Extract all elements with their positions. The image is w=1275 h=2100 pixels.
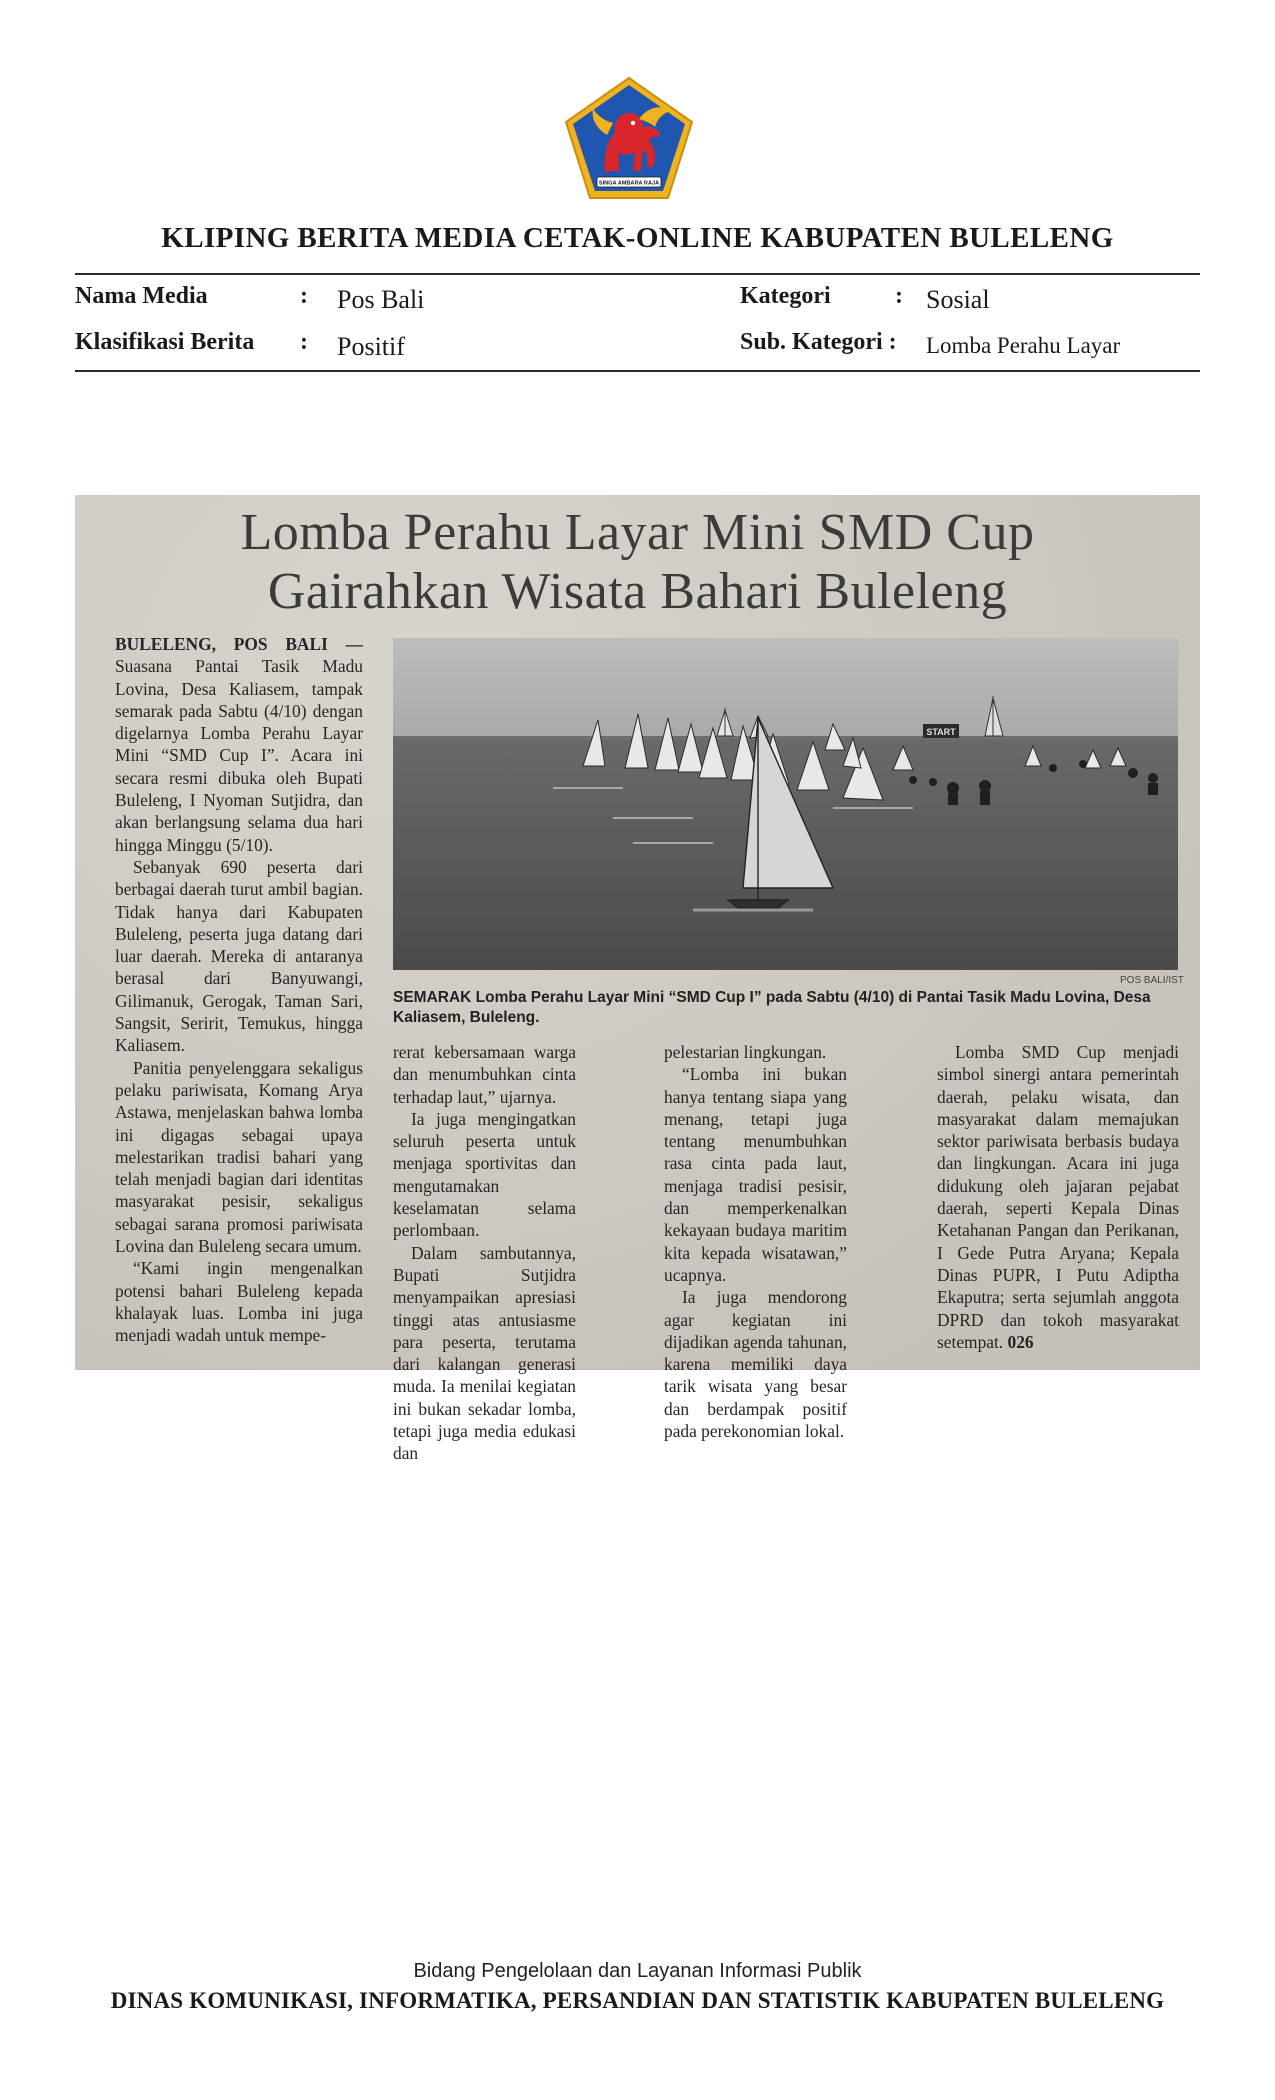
column-1-paragraph-4: “Kami ingin mengenalkan potensi bahari Buleleng kepada khalayak luas. Lomba ini juga menjadi wadah untuk mempe- <box>115 1258 363 1346</box>
column-4-paragraph-1 <box>937 1041 1179 1353</box>
divider-bottom <box>75 370 1200 372</box>
column-3-paragraph-1: pelestarian lingkungan. <box>664 1042 827 1062</box>
media-value: Pos Bali <box>337 285 425 314</box>
column-2-paragraph-3: Dalam sambutannya, Bupati Sutjidra menyampaikan apresiasi tinggi atas antusiasme para peserta, terutama dari kalangan generasi muda. Ia menilai kegiatan ini bukan sekadar lomba, tetapi juga media edukasi dan <box>393 1242 576 1464</box>
classification-colon: : <box>300 329 308 355</box>
subcategory-label: Sub. Kategori : <box>740 329 897 355</box>
column-1-paragraph-3: Panitia penyelenggara sekaligus pelaku pariwisata, Komang Arya Astawa, menjelaskan bahwa lomba ini digagas sebagai upaya melestarikan tradisi bahari yang telah menjadi bagian dari identitas masyarakat pesisir, sekaligus sebagai sarana promosi pariwisata Lovina dan Buleleng secara umum. <box>115 1057 363 1257</box>
column-3-paragraph-3: Ia juga mendorong agar kegiatan ini dijadikan agenda tahunan, karena memiliki daya tarik wisata yang besar dan berdampak positif pada perekonomian lokal. <box>664 1287 847 1442</box>
article-column-4 <box>937 1041 1179 1353</box>
category-label: Kategori <box>740 283 831 309</box>
media-label: Nama Media <box>75 283 208 309</box>
headline-line-1: Lomba Perahu Layar Mini SMD Cup <box>240 504 1035 561</box>
footer-agency: DINAS KOMUNIKASI, INFORMATIKA, PERSANDIAN DAN STATISTIK KABUPATEN BULELENG <box>110 1988 1165 2013</box>
column-1-paragraph-1: Suasana Pantai Tasik Madu Lovina, Desa Kaliasem, tampak semarak pada Sabtu (4/10) dengan digelarnya Lomba Perahu Layar Mini “SMD Cup I”. Acara ini secara resmi dibuka oleh Bupati Buleleng, I Nyoman Sutjidra, dan akan berlangsung selama dua hari hingga Minggu (5/10). <box>115 656 363 855</box>
media-colon: : <box>300 283 308 309</box>
article-column-1 <box>115 633 363 1347</box>
subcategory-value: Lomba Perahu Layar <box>926 333 1121 358</box>
article-column-2 <box>393 1041 576 1465</box>
photo-credit: POS BALI/IST <box>1120 975 1184 986</box>
document-title: KLIPING BERITA MEDIA CETAK-ONLINE KABUPATEN BULELENG <box>161 222 1114 254</box>
footer-division: Bidang Pengelolaan dan Layanan Informasi Publik <box>413 1960 862 1982</box>
column-4-text: Lomba SMD Cup menjadi simbol sinergi antara pemerintah daerah, pelaku wisata, dan masyarakat dalam memajukan sektor pariwisata berbasis budaya dan lingkungan. Acara ini juga didukung oleh jajaran pejabat daerah, seperti Kepala Dinas Ketahanan Pangan dan Perikanan, I Gede Putra Aryana; Kepala Dinas PUPR, I Putu Adiptha Ekaputra; serta sejumlah anggota DPRD dan tokoh masyarakat setempat. <box>937 1042 1179 1352</box>
classification-label: Klasifikasi Berita <box>75 329 255 355</box>
divider-top <box>75 273 1200 275</box>
category-value: Sosial <box>926 285 990 314</box>
column-3-paragraph-2: “Lomba ini bukan hanya tentang siapa yang menang, tetapi juga tentang menumbuhkan rasa cinta pada laut, menjaga tradisi pesisir, dan memperkenalkan kekayaan budaya maritim kita kepada wisatawan,” ucapnya. <box>664 1064 847 1285</box>
column-1-paragraph-2: Sebanyak 690 peserta dari berbagai daerah turut ambil bagian. Tidak hanya dari Kabupaten Buleleng, peserta juga datang dari luar daerah. Mereka di antaranya berasal dari Banyuwangi, Gilimanuk, Gerogak, Taman Sari, Sangsit, Seririt, Temukus, hingga Kaliasem. <box>115 856 363 1056</box>
headline-line-2: Gairahkan Wisata Bahari Buleleng <box>267 563 1008 620</box>
logo-motto: SINGA AMBARA RAJA <box>598 180 660 187</box>
reporter-code: 026 <box>1007 1331 1034 1352</box>
column-2-paragraph-2: Ia juga mengingatkan seluruh peserta untuk menjaga sportivitas dan mengutamakan keselamatan selama perlombaan. <box>393 1108 576 1241</box>
photo-caption: SEMARAK Lomba Perahu Layar Mini “SMD Cup I” pada Sabtu (4/10) di Pantai Tasik Madu Lovina, Desa Kaliasem, Buleleng. <box>393 989 1151 1026</box>
column-2-paragraph-1: rerat kebersamaan warga dan menumbuhkan cinta terhadap laut,” ujarnya. <box>393 1042 576 1107</box>
article-dateline: BULELENG, POS BALI — <box>115 634 363 654</box>
regency-emblem-logo <box>563 75 695 201</box>
newspaper-clipping <box>75 495 1200 1464</box>
category-colon: : <box>895 283 903 309</box>
regatta-photo <box>393 638 1178 970</box>
start-banner-text: START <box>926 727 956 737</box>
classification-value: Positif <box>337 332 405 361</box>
article-column-3 <box>664 1041 847 1442</box>
